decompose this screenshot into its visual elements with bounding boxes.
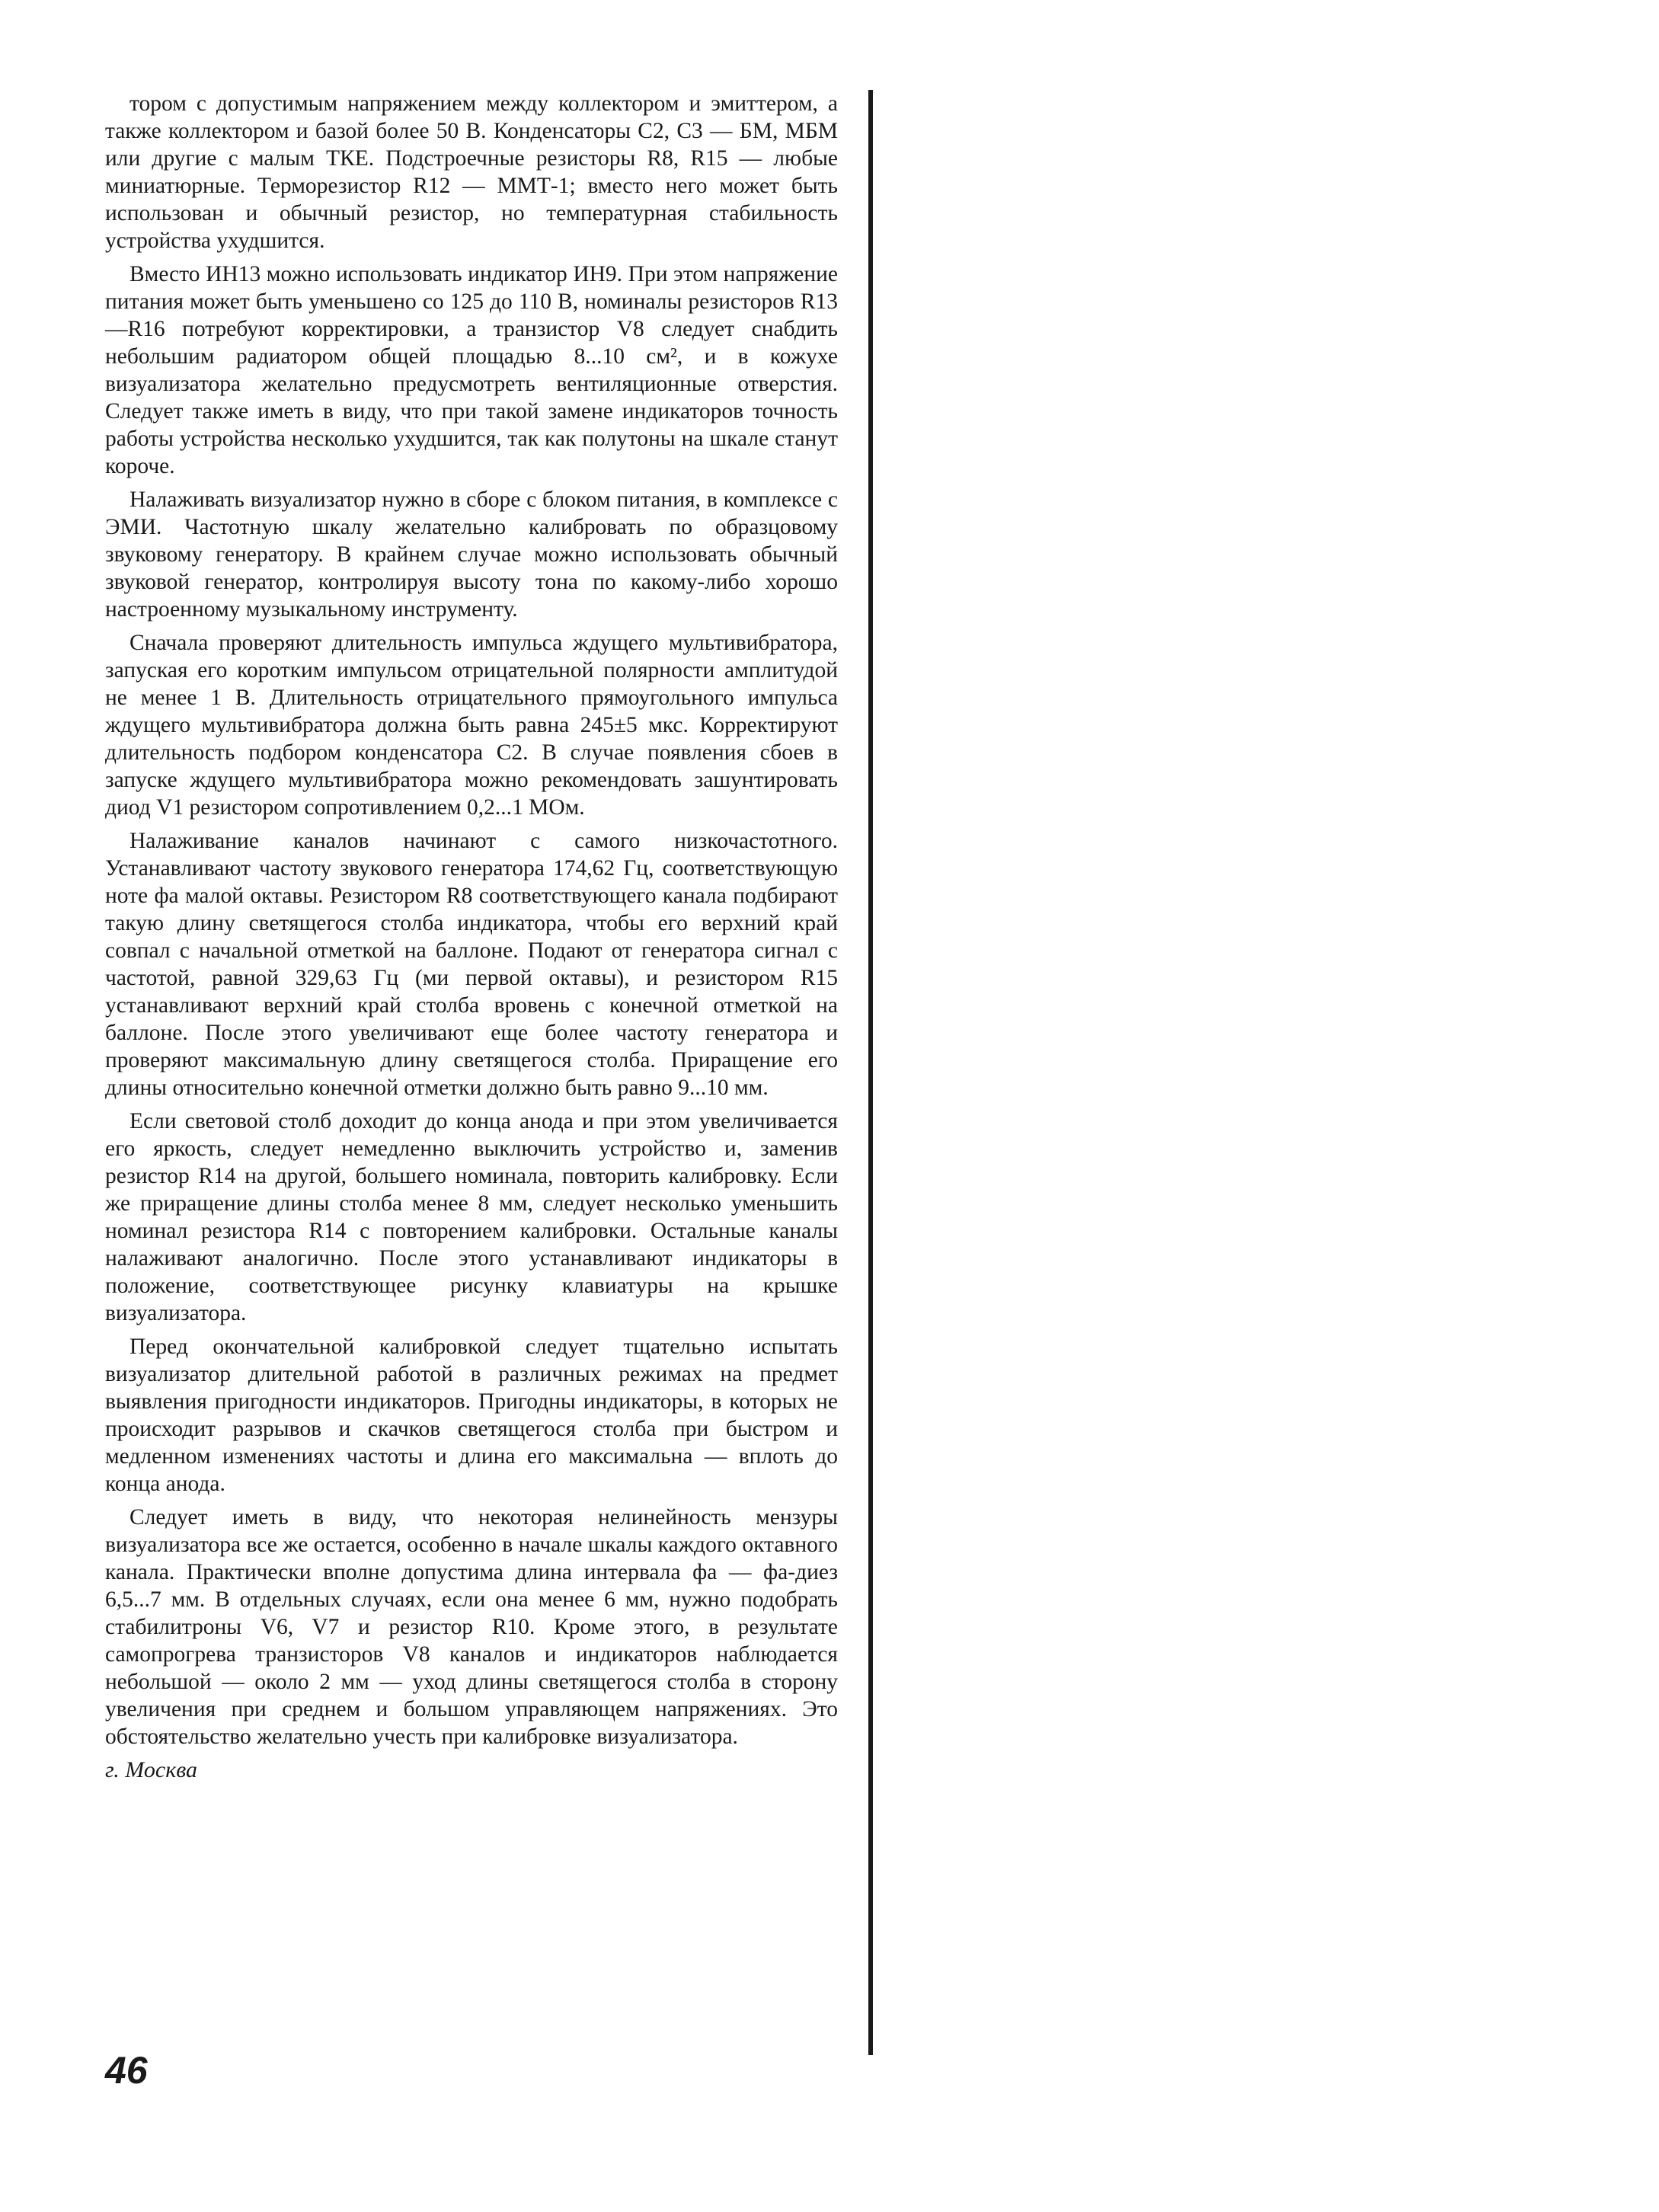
column-divider [868,90,873,2055]
article-column [105,90,838,1784]
paragraph-setup-overview: Налаживать визуализатор нужно в сборе с блоком питания, в комплексе с ЭМИ. Частотную шкалу желательно калибровать по образцовому звуковому генератору. В крайнем случае можно использовать обычный звуковой генератор, контролируя высоту тона по какому-либо хорошо настроенному музыкальному инструменту. [105,487,838,622]
paragraph-components: тором с допустимым напряжением между коллектором и эмиттером, а также коллектором и базой более 50 В. Конденсаторы С2, С3 — БМ, МБМ или другие с малым ТКЕ. Подстроечные резисторы R8, R15 — любые миниатюрные. Терморезистор R12 — ММТ-1; вместо него может быть использован и обычный резистор, но температурная стабильность устройства ухудшится. [105,91,838,253]
author-location: г. Москва [105,1757,198,1782]
paragraph-multivibrator-check: Сначала проверяют длительность импульса ждущего мультивибратора, запуская его коротким импульсом отрицательной полярности амплитудой не менее 1 В. Длительность отрицательного прямоугольного импульса ждущего мультивибратора должна быть равна 245±5 мкс. Корректируют длительность подбором конденсатора С2. В случае появления сбоев в запуске ждущего мультивибратора можно рекомендовать зашунтировать диод V1 резистором сопротивлением 0,2...1 МОм. [105,631,838,820]
paragraph-indicator-replacement: Вместо ИН13 можно использовать индикатор ИН9. При этом напряжение питания может быть уменьшено со 125 до 110 В, номиналы резисторов R13—R16 потребуют корректировки, а транзистор V8 следует снабдить небольшим радиатором общей площадью 8...10 см², и в кожухе визуализатора желательно предусмотреть вентиляционные отверстия. Следует также иметь в виду, что при такой замене индикаторов точность работы устройства несколько ухудшится, так как полутоны на шкале станут короче. [105,262,838,478]
paragraph-calibration-correction: Если световой столб доходит до конца анода и при этом увеличивается его яркость, следует немедленно выключить устройство и, заменив резистор R14 на другой, большего номинала, повторить калибровку. Если же приращение длины столба менее 8 мм, следует несколько уменьшить номинал резистора R14 с повторением калибровки. Остальные каналы налаживают аналогично. После этого устанавливают индикаторы в положение, соответствующее рисунку клавиатуры на крышке визуализатора. [105,1109,838,1325]
page-number: 46 [105,2049,148,2092]
paragraph-indicator-testing: Перед окончательной калибровкой следует тщательно испытать визуализатор длительной работой в различных режимах на предмет выявления пригодности индикаторов. Пригодны индикаторы, в которых не происходит разрывов и скачков светящегося столба при быстром и медленном изменениях частоты и длина его максимальна — вплоть до конца анода. [105,1335,838,1496]
paragraph-nonlinearity: Следует иметь в виду, что некоторая нелинейность мензуры визуализатора все же остается, особенно в начале шкалы каждого октавного канала. Практически вполне допустима длина интервала фа — фа-диез 6,5...7 мм. В отдельных случаях, если она менее 6 мм, нужно подобрать стабилитроны V6, V7 и резистор R10. Кроме этого, в результате самопрогрева транзисторов V8 каналов и индикаторов наблюдается небольшой — около 2 мм — уход длины светящегося столба в сторону увеличения при среднем и большом управляющем напряжениях. Это обстоятельство желательно учесть при калибровке визуализатора. [105,1505,838,1749]
paragraph-channel-tuning: Налаживание каналов начинают с самого низкочастотного. Устанавливают частоту звукового генератора 174,62 Гц, соответствующую ноте фа малой октавы. Резистором R8 соответствующего канала подбирают такую длину светящегося столба индикатора, чтобы его верхний край совпал с начальной отметкой на баллоне. Подают от генератора сигнал с частотой, равной 329,63 Гц (ми первой октавы), и резистором R15 устанавливают верхний край столба вровень с конечной отметкой на баллоне. После этого увеличивают еще более частоту генератора и проверяют максимальную длину светящегося столба. Приращение его длины относительно конечной отметки должно быть равно 9...10 мм. [105,829,838,1100]
